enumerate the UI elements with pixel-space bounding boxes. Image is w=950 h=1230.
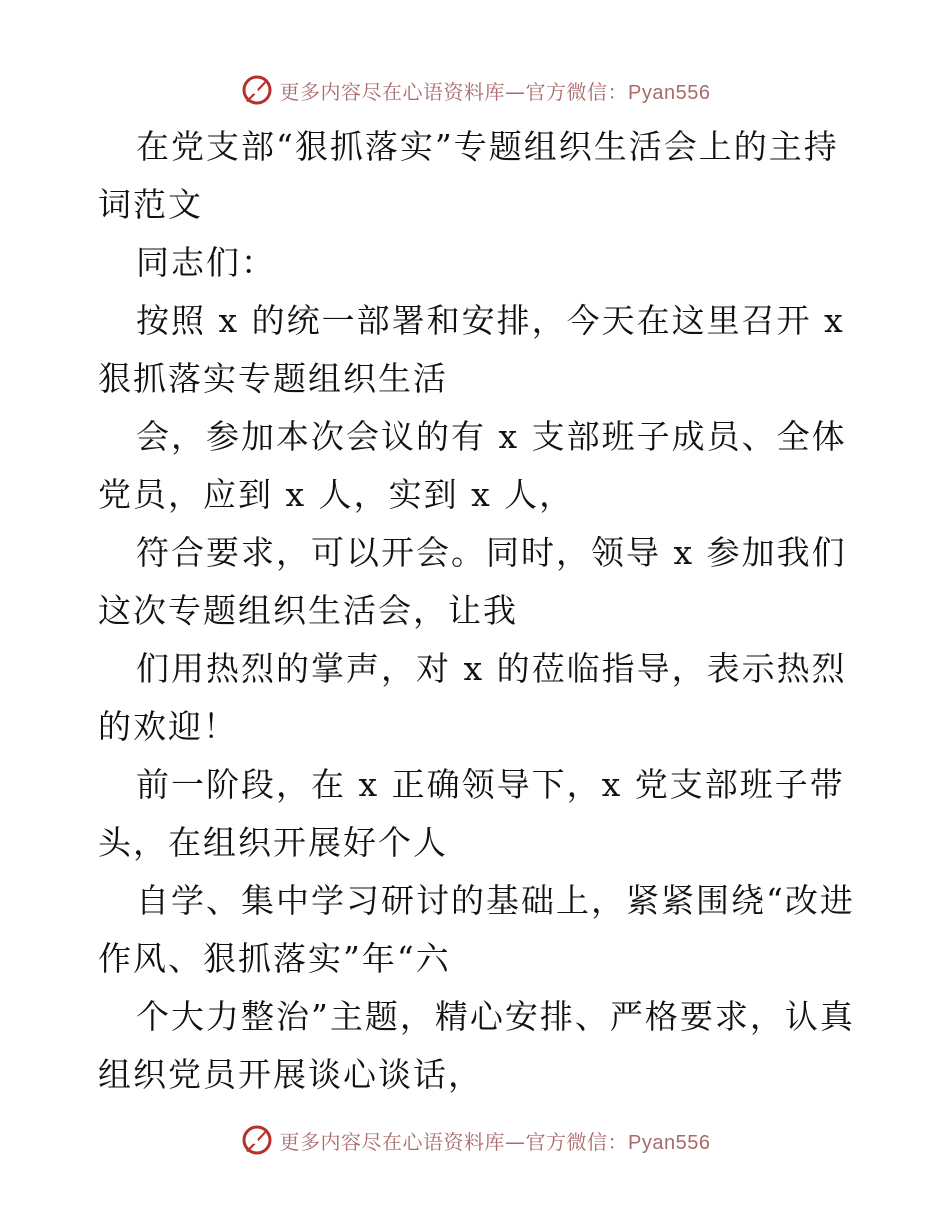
quill-seal-icon	[240, 1123, 274, 1157]
wechat-id: Pyan556	[628, 1131, 711, 1154]
paragraph-line: 们用热烈的掌声，对 x 的莅临指导，表示热烈	[136, 649, 847, 688]
paragraph-line: 会，参加本次会议的有 x 支部班子成员、全体	[136, 417, 847, 456]
paragraph-line: 的欢迎！	[98, 707, 238, 746]
salutation: 同志们：	[136, 243, 276, 282]
document-body	[98, 118, 858, 1104]
paragraph-line: 狠抓落实专题组织生活	[98, 359, 448, 398]
paragraph-line: 按照 x 的统一部署和安排，今天在这里召开 x	[136, 301, 845, 340]
paragraph-line: 组织党员开展谈心谈话，	[98, 1055, 483, 1094]
banner-text: 更多内容尽在心语资料库—官方微信：Pyan556	[279, 1129, 711, 1154]
header-banner	[0, 70, 950, 110]
banner-text: 更多内容尽在心语资料库—官方微信：Pyan556	[279, 79, 711, 104]
title-line-1: 在党支部“狠抓落实”专题组织生活会上的主持	[136, 127, 839, 166]
wechat-id: Pyan556	[628, 81, 711, 104]
quill-seal-icon	[240, 73, 274, 107]
paragraph-line: 自学、集中学习研讨的基础上，紧紧围绕“改进	[136, 881, 855, 920]
paragraph-line: 个大力整治”主题，精心安排、严格要求，认真	[136, 997, 855, 1036]
paragraph-line: 这次专题组织生活会，让我	[98, 591, 518, 630]
title-line-2: 词范文	[98, 185, 203, 224]
paragraph-line: 前一阶段，在 x 正确领导下，x 党支部班子带	[136, 765, 845, 804]
footer-banner	[0, 1120, 950, 1160]
paragraph-line: 作风、狠抓落实”年“六	[98, 939, 451, 978]
paragraph-line: 头，在组织开展好个人	[98, 823, 448, 862]
paragraph-line: 党员，应到 x 人，实到 x 人，	[98, 475, 575, 514]
paragraph-line: 符合要求，可以开会。同时，领导 x 参加我们	[136, 533, 847, 572]
